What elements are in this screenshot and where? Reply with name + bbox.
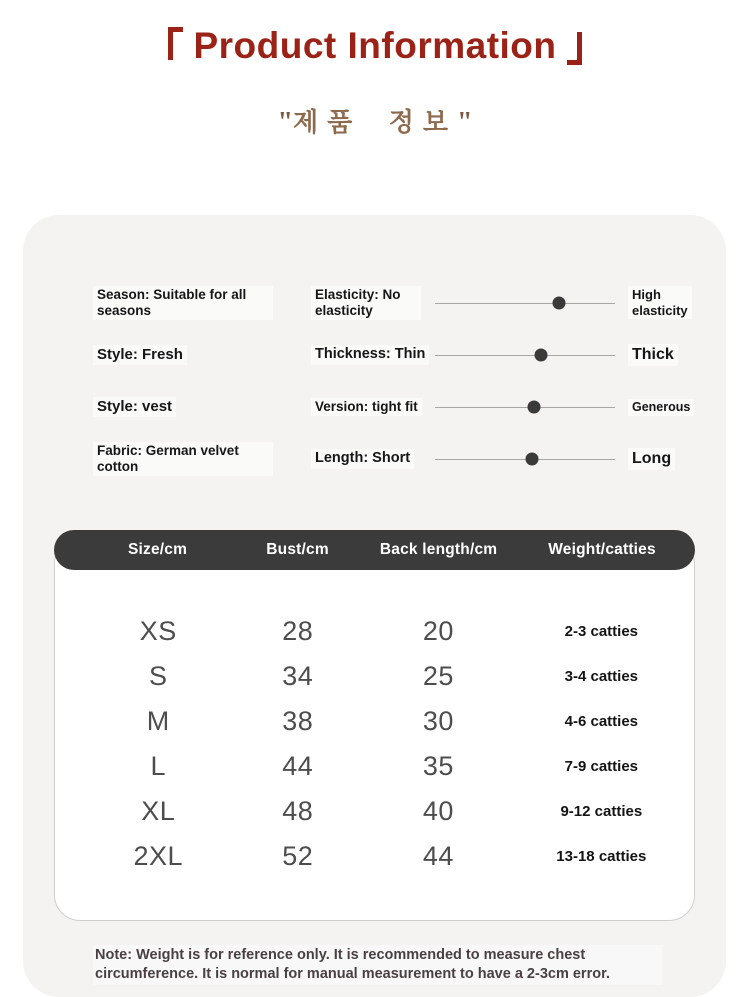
corner-bracket-right-icon bbox=[567, 32, 582, 65]
slider-dot bbox=[535, 349, 548, 362]
style-fresh-label: Style: Fresh bbox=[93, 345, 187, 365]
elasticity-right-label: High elasticity bbox=[628, 286, 692, 319]
season-cell bbox=[93, 286, 311, 320]
bust-cell: 52 bbox=[282, 841, 314, 871]
length-right-label: Long bbox=[628, 448, 675, 469]
thickness-slider bbox=[435, 355, 615, 356]
size-cell: XS bbox=[139, 616, 177, 646]
back-length-cell: 40 bbox=[422, 796, 454, 826]
weight-cell: 2-3 catties bbox=[560, 621, 643, 642]
elasticity-cell bbox=[311, 286, 435, 320]
thickness-label: Thickness: Thin bbox=[311, 345, 429, 364]
page-title-text: Product Information bbox=[193, 25, 557, 66]
style-vest-cell bbox=[93, 397, 311, 417]
version-slider bbox=[435, 407, 615, 408]
note-text: Note: Weight is for reference only. It is recommended to measure chest circumference. It is normal for manual measurement to have a 2-3cm error. bbox=[93, 945, 662, 985]
style-fresh-cell bbox=[93, 345, 311, 365]
size-cell: S bbox=[149, 661, 168, 691]
title-block bbox=[0, 0, 750, 139]
length-label: Length: Short bbox=[311, 449, 414, 468]
weight-cell: 13-18 catties bbox=[551, 846, 651, 867]
column-header-bust: Bust/cm bbox=[266, 541, 329, 558]
bust-cell: 38 bbox=[282, 706, 314, 736]
column-header-weight: Weight/catties bbox=[548, 541, 656, 558]
length-cell bbox=[311, 449, 435, 468]
bust-cell: 34 bbox=[282, 661, 314, 691]
back-length-cell: 30 bbox=[422, 706, 454, 736]
table-row-s bbox=[55, 654, 694, 699]
back-length-cell: 20 bbox=[422, 616, 454, 646]
version-cell bbox=[311, 398, 435, 416]
weight-cell: 4-6 catties bbox=[560, 711, 643, 732]
version-label: Version: tight fit bbox=[311, 398, 422, 416]
page-title bbox=[0, 24, 750, 68]
back-length-cell: 44 bbox=[422, 841, 454, 871]
attribute-row-season-elasticity bbox=[93, 277, 688, 329]
size-table-body bbox=[54, 550, 695, 921]
slider-track bbox=[435, 355, 615, 356]
product-info-card bbox=[23, 215, 726, 997]
length-slider bbox=[435, 459, 615, 460]
page-subtitle bbox=[0, 102, 750, 139]
elasticity-label: Elasticity: No elasticity bbox=[311, 286, 421, 320]
elasticity-slider bbox=[435, 303, 615, 304]
slider-dot bbox=[528, 401, 541, 414]
attribute-row-fabric-length bbox=[93, 433, 688, 485]
table-row-xs bbox=[55, 609, 694, 654]
back-length-cell: 35 bbox=[422, 751, 454, 781]
bust-cell: 48 bbox=[282, 796, 314, 826]
fabric-cell bbox=[93, 442, 311, 476]
table-row-m bbox=[55, 699, 694, 744]
weight-cell: 3-4 catties bbox=[560, 666, 643, 687]
bust-cell: 28 bbox=[282, 616, 314, 646]
corner-bracket-left-icon bbox=[168, 27, 183, 60]
slider-track bbox=[435, 459, 615, 460]
slider-dot bbox=[553, 297, 566, 310]
table-row-xl bbox=[55, 789, 694, 834]
version-right-cell bbox=[615, 398, 694, 416]
season-label: Season: Suitable for all seasons bbox=[93, 286, 273, 320]
slider-dot bbox=[526, 453, 539, 466]
style-vest-label: Style: vest bbox=[93, 397, 176, 417]
size-cell: L bbox=[150, 751, 167, 781]
size-cell: 2XL bbox=[133, 841, 184, 871]
page-subtitle-korean: 제품 정보 bbox=[293, 108, 457, 137]
thickness-right-label: Thick bbox=[628, 344, 678, 365]
elasticity-right-cell bbox=[615, 286, 692, 320]
table-row-2xl bbox=[55, 834, 694, 879]
weight-cell: 9-12 catties bbox=[555, 801, 647, 822]
size-table-header bbox=[54, 530, 695, 570]
slider-track bbox=[435, 303, 615, 304]
thickness-cell bbox=[311, 345, 435, 364]
open-quote: " bbox=[277, 107, 294, 138]
size-cell: M bbox=[146, 706, 170, 736]
length-right-cell bbox=[615, 448, 688, 469]
size-cell: XL bbox=[141, 796, 176, 826]
attribute-row-style-thickness bbox=[93, 329, 688, 381]
column-header-size: Size/cm bbox=[127, 541, 188, 558]
back-length-cell: 25 bbox=[422, 661, 454, 691]
close-quote: " bbox=[456, 107, 473, 138]
attribute-row-style-version bbox=[93, 381, 691, 433]
slider-track bbox=[435, 407, 615, 408]
version-right-label: Generous bbox=[628, 399, 694, 416]
fabric-label: Fabric: German velvet cotton bbox=[93, 442, 273, 476]
table-row-l bbox=[55, 744, 694, 789]
column-header-back-length: Back length/cm bbox=[379, 541, 498, 558]
thickness-right-cell bbox=[615, 344, 688, 365]
weight-cell: 7-9 catties bbox=[560, 756, 643, 777]
size-table bbox=[54, 530, 695, 921]
bust-cell: 44 bbox=[282, 751, 314, 781]
